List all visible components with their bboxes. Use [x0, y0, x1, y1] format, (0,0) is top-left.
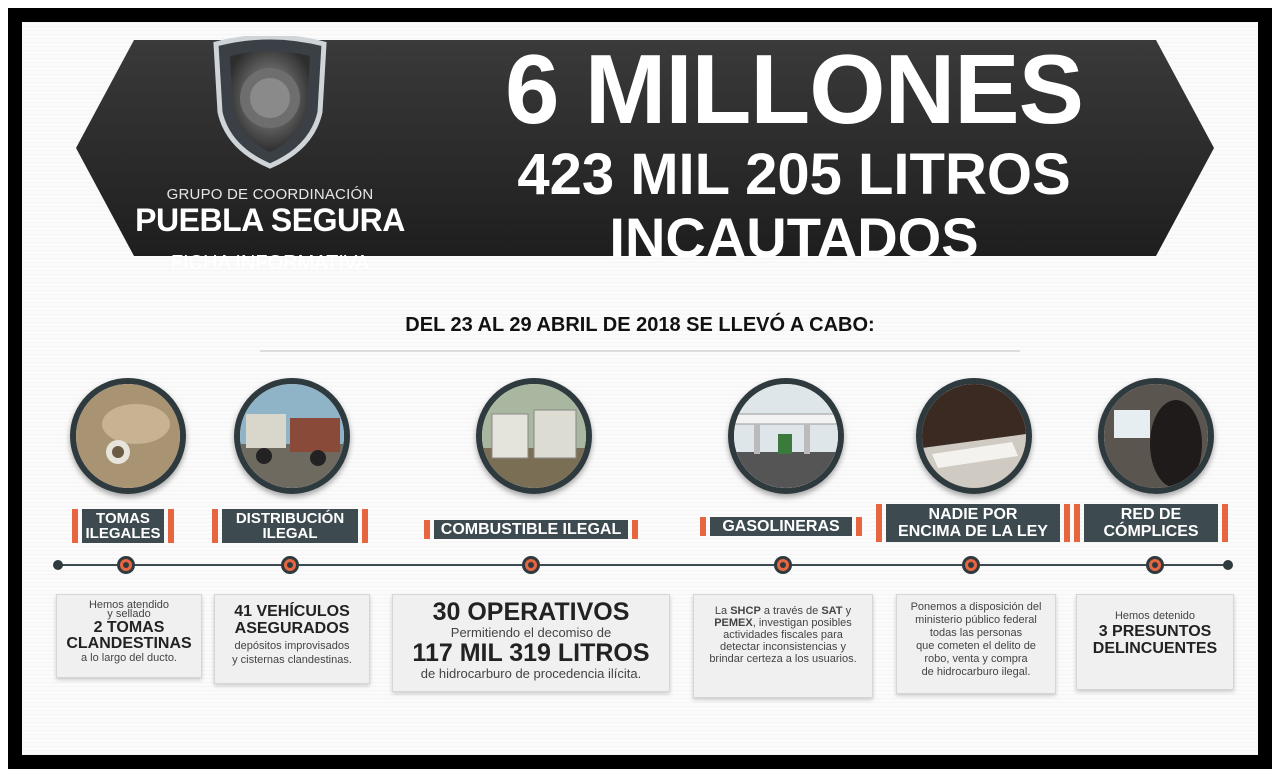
- headline-line-3: INCAUTADOS: [609, 206, 979, 269]
- card-text-part: y: [842, 605, 852, 617]
- timeline-end-dot: [1223, 560, 1233, 570]
- label-line: ILEGALES: [85, 525, 161, 542]
- period-title: DEL 23 AL 29 ABRIL DE 2018 SE LLEVÓ A CABO:: [405, 314, 875, 336]
- label-gasolineras: [710, 517, 852, 536]
- photo-tomas-ilegales: [70, 378, 186, 494]
- timeline-node: [962, 556, 980, 574]
- label-distribucion-ilegal: [222, 509, 358, 543]
- timeline-line: [58, 564, 1228, 566]
- photo-red-de-complices: [1098, 378, 1214, 494]
- logo-subtitle: GRUPO DE COORDINACIÓN: [166, 186, 374, 203]
- card-highlight: 117 MIL 319 LITROS: [412, 639, 650, 667]
- card-text: Hemos detenido: [1114, 610, 1196, 622]
- timeline-node: [1146, 556, 1164, 574]
- card-text: y sellado: [107, 608, 151, 620]
- card-text: Permitiendo el decomiso de: [450, 625, 612, 640]
- card-distribucion-ilegal: [214, 594, 370, 684]
- label-line: COMBUSTIBLE ILEGAL: [440, 521, 622, 538]
- card-red-de-complices: [1076, 594, 1234, 690]
- card-highlight: DELINCUENTES: [1092, 640, 1218, 657]
- ficha-label: FICHA INFORMATIVA: [170, 252, 370, 274]
- label-line: NADIE POR: [928, 506, 1018, 523]
- card-text: Ponemos a disposición del: [910, 601, 1042, 613]
- card-text: que cometen el delito de: [916, 640, 1036, 652]
- divider: [260, 350, 1020, 352]
- card-text: [694, 617, 872, 629]
- photo-distribucion-ilegal: [234, 378, 350, 494]
- shield-logo-icon: [208, 36, 332, 170]
- card-text-bold: SHCP: [730, 605, 761, 617]
- timeline-node: [522, 556, 540, 574]
- card-highlight: 2 TOMAS: [93, 619, 165, 636]
- label-line: DISTRIBUCIÓN: [235, 510, 345, 527]
- card-text: depósitos improvisados: [234, 640, 350, 652]
- card-text: todas las personas: [929, 627, 1023, 639]
- card-text-bold: PEMEX: [714, 617, 753, 629]
- photo-gasolineras: [728, 378, 844, 494]
- headline-line-1: 6 MILLONES: [504, 34, 1084, 144]
- logo-title: PUEBLA SEGURA: [135, 202, 405, 238]
- card-text: robo, venta y compra: [924, 653, 1028, 665]
- card-tomas-ilegales: [56, 594, 202, 678]
- timeline-node: [281, 556, 299, 574]
- card-highlight: 3 PRESUNTOS: [1098, 623, 1212, 640]
- label-line: RED DE: [1120, 506, 1182, 523]
- card-text-part: La: [714, 605, 731, 617]
- card-text: y cisternas clandestinas.: [232, 654, 352, 666]
- headline: [424, 34, 1164, 269]
- logo-block: [120, 36, 420, 296]
- label-line: ENCIMA DE LA LEY: [898, 523, 1048, 540]
- card-highlight: CLANDESTINAS: [66, 635, 192, 652]
- card-gasolineras: [693, 594, 873, 698]
- card-text: brindar certeza a los usuarios.: [709, 653, 857, 665]
- timeline-node: [117, 556, 135, 574]
- card-text: de hidrocarburo de procedencia ilícita.: [420, 666, 642, 681]
- card-combustible-ilegal: [392, 594, 670, 692]
- card-highlight: 41 VEHÍCULOS: [234, 603, 350, 620]
- label-line: CÓMPLICES: [1103, 523, 1199, 540]
- timeline-start-dot: [53, 560, 63, 570]
- headline-line-2: 423 MIL 205 LITROS: [517, 142, 1071, 207]
- card-text: de hidrocarburo ilegal.: [921, 666, 1031, 678]
- card-text: actividades fiscales para: [723, 629, 843, 641]
- card-text: Hemos atendido: [88, 599, 170, 611]
- card-highlight: ASEGURADOS: [234, 620, 350, 637]
- label-line: GASOLINERAS: [722, 518, 840, 535]
- photo-combustible-ilegal: [476, 378, 592, 494]
- label-nadie-por-encima: [886, 504, 1060, 542]
- card-text-part: a través de: [760, 605, 822, 617]
- label-tomas-ilegales: [82, 509, 164, 543]
- card-text: a lo largo del ducto.: [80, 652, 177, 664]
- photo-nadie-por-encima: [916, 378, 1032, 494]
- card-text: detectar inconsistencias y: [720, 641, 846, 653]
- card-highlight: 30 OPERATIVOS: [432, 598, 630, 626]
- timeline-node: [774, 556, 792, 574]
- card-nadie-por-encima: [896, 594, 1056, 694]
- label-red-de-complices: [1084, 504, 1218, 542]
- label-line: TOMAS: [96, 510, 150, 527]
- card-text-part: , investigan posibles: [752, 617, 852, 629]
- card-text: [694, 605, 872, 617]
- label-combustible-ilegal: [434, 520, 628, 539]
- card-text: ministerio público federal: [915, 614, 1037, 626]
- card-text-bold: SAT: [821, 605, 843, 617]
- label-line: ILEGAL: [262, 525, 318, 542]
